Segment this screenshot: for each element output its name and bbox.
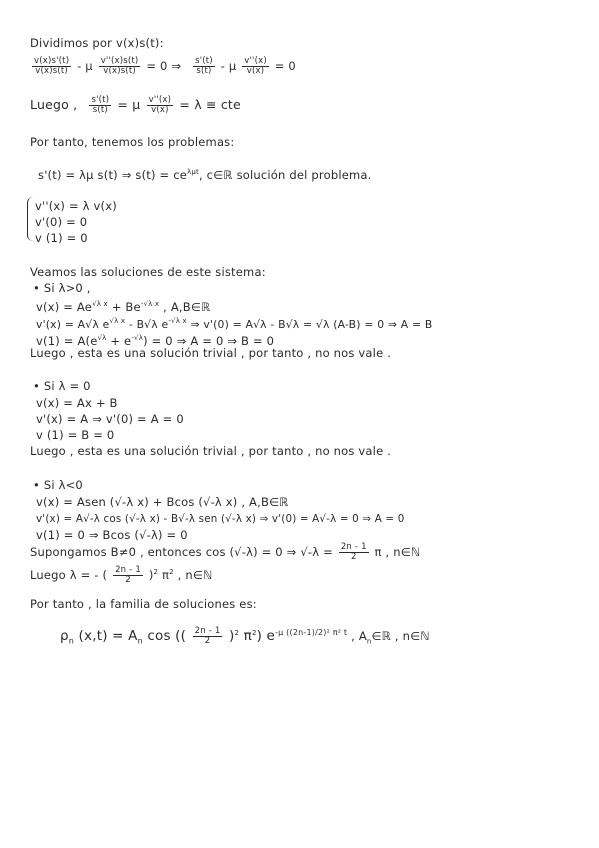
time-problem-solution: s'(t) = λμ s(t) ⇒ $s(t) = ce^{\lambda\mu t}$, c∈ℝ solución del problema.: [38, 168, 372, 182]
fraction: $\frac{s'(t)}{s(t)}$: [91, 95, 110, 115]
case-negative-boundary: v(1) = 0 ⇒ Bcos (√-λ) = 0: [36, 528, 188, 542]
fraction: $\frac{2n - 1}{2}$: [340, 542, 367, 562]
problems-heading: Por tanto, tenemos los problemas:: [30, 135, 235, 149]
fraction: $\frac{v''(x)s(t)}{v(x)s(t)}$: [100, 56, 139, 76]
fraction: $\frac{v''(x)}{v(x)}$: [244, 56, 267, 76]
case-positive-general: $v(x) = Ae^{√\lambda x} + Be^{-√\lambda x}$ , A,B∈ℝ: [36, 300, 211, 314]
fraction: $\frac{s'(t)}{s(t)}$: [195, 56, 213, 76]
fraction: $\frac{v(x)s'(t)}{v(x)s(t)}$: [34, 56, 70, 76]
equation-divided: $\frac{v(x)s'(t)}{v(x)s(t)}$ - μ $\frac{v''(x)s(t)}{v(x)s(t)}$ = 0 ⇒ $\frac{s'(t)}{s(t)}$ - μ $\frac{v''(x)}{v(x)}$ = 0: [34, 56, 296, 76]
equation-separation-constant: Luego , $\frac{s'(t)}{s(t)}$ = μ $\frac{v''(x)}{v(x)}$ = λ ≡ cte: [30, 95, 241, 115]
case-zero-boundary: v (1) = B = 0: [36, 428, 115, 442]
family-heading: Por tanto , la familia de soluciones es:: [30, 597, 257, 611]
fraction: $\frac{2n - 1}{2}$: [194, 625, 221, 646]
system-line-1: v''(x) = λ v(x): [35, 199, 117, 213]
case-zero-conclusion: Luego , esta es una solución trivial , por tanto , no nos vale .: [30, 444, 392, 458]
system-solutions-heading: Veamos las soluciones de este sistema:: [30, 265, 266, 279]
solution-family-formula: $\rho_n$ $(x,t) = A_n$ cos (( $\frac{2n - 1}{2}$ )$^2$ $\pi^2$) $e^{-\mu ((2n-1)/2)^2 \pi^2 t}$ , $A_n\in ℝ$ , n∈ℕ: [60, 625, 430, 646]
case-zero-general: v(x) = Ax + B: [36, 396, 118, 410]
case-negative-assumption: Supongamos B≠0 , entonces cos (√-λ) = 0 ⇒ √-λ = $\frac{2n - 1}{2}$ π , n∈ℕ: [30, 542, 421, 562]
case-positive-derivative: v'(x) = A√λ $e^{√\lambda x} - B√\lambda$ $e^{-√\lambda x}$ ⇒ v'(0) = A√λ - B√λ = √λ (A-B) = 0 ⇒ A = B: [36, 317, 433, 331]
system-line-2: v'(0) = 0: [35, 215, 88, 229]
fraction: $\frac{2n - 1}{2}$: [115, 565, 141, 585]
case-positive-boundary: $v(1) = A(e^{√\lambda} + e^{-√\lambda}) = 0$ ⇒ A = 0 ⇒ B = 0: [36, 334, 275, 348]
case-positive-heading: • Si λ>0 ,: [33, 281, 91, 295]
case-negative-heading: • Si λ<0: [33, 478, 83, 492]
case-negative-derivative: v'(x) = A√-λ cos (√-λ x) - B√-λ sen (√-λ x) ⇒ v'(0) = A√-λ = 0 ⇒ A = 0: [36, 513, 405, 525]
case-positive-conclusion: Luego , esta es una solución trivial , por tanto , no nos vale .: [30, 346, 392, 360]
case-negative-general: v(x) = Asen (√-λ x) + Bcos (√-λ x) , A,B∈ℝ: [36, 495, 289, 509]
system-brace: [27, 197, 34, 241]
fraction: $\frac{v''(x)}{v(x)}$: [148, 95, 172, 115]
intro-line: Dividimos por v(x)s(t):: [30, 36, 164, 50]
case-negative-eigenvalue: Luego λ = - ( $\frac{2n - 1}{2}$ )$^2$ $\pi^2$ , n∈ℕ: [30, 565, 213, 585]
system-line-3: v (1) = 0: [35, 231, 88, 245]
case-zero-derivative: v'(x) = A ⇒ v'(0) = A = 0: [36, 412, 184, 426]
case-zero-heading: • Si λ = 0: [33, 379, 91, 393]
